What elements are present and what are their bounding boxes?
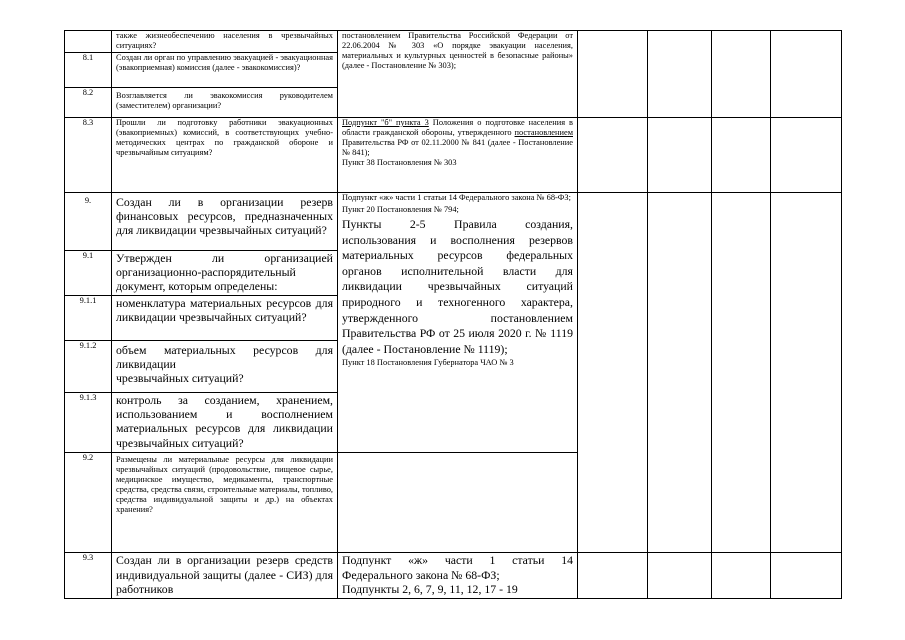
legal-basis-text: Пункты 2-5 Правила создания, использования и восполнения резервов материальных ресурсов федеральных органов исполнительной власти для ликвидации чрезвычайных ситуаций природного и техногенного характера, утвержденного постановлением Правительства РФ от 25 июля 2020 г. № 1119 (далее - Постановление № 1119); [342, 217, 573, 356]
legal-basis-text: Подпункт «ж» части 1 статьи 14 Федерального закона № 68-ФЗ; [342, 193, 571, 202]
table-row [65, 31, 842, 53]
answer-na-cell[interactable] [712, 118, 771, 193]
question-cell: Возглавляется ли эвакокомиссия руководителем (заместителем) организации? [112, 88, 338, 118]
legal-basis-fragment: Правительства РФ от 02.11.2000 № 841 (далее - Постановление № 841); [342, 138, 573, 157]
legal-basis-text: Пункт 38 Постановления № 303 [342, 158, 457, 167]
note-cell[interactable] [771, 193, 842, 553]
legal-link[interactable]: постановлением [514, 128, 573, 137]
question-cell: Утвержден ли организацией организационно-распорядительный документ, которым определены: [112, 251, 338, 296]
note-cell[interactable] [771, 553, 842, 599]
answer-yes-cell[interactable] [578, 553, 648, 599]
answer-na-cell[interactable] [712, 553, 771, 599]
requirements-table [64, 30, 842, 599]
question-text: объем материальных ресурсов для ликвидации [116, 343, 333, 372]
legal-link[interactable]: Подпункт "б" пункта 3 [342, 118, 429, 127]
question-cell: Создан ли в организации резерв средств индивидуальной защиты (далее - СИЗ) для работников [112, 553, 338, 599]
row-number: 9.3 [65, 553, 112, 599]
row-number: 9.1 [65, 251, 112, 296]
question-text: чрезвычайных ситуаций? [116, 371, 244, 386]
question-cell [112, 341, 338, 393]
legal-basis-text: Подпункты 2, 6, 7, 9, 11, 12, 17 - 19 [342, 582, 518, 597]
question-cell: также жизнеобеспечению населения в чрезвычайных ситуациях? [112, 31, 338, 53]
row-number: 8.3 [65, 118, 112, 193]
legal-basis-cell [338, 193, 578, 453]
row-number: 9.1.1 [65, 296, 112, 341]
legal-basis-fragment: Положения о подготовке населения в области гражданской обороны, утвержденного [342, 118, 573, 137]
answer-no-cell[interactable] [648, 193, 712, 553]
row-number [65, 31, 112, 53]
row-number: 9.2 [65, 453, 112, 553]
answer-no-cell[interactable] [648, 553, 712, 599]
note-cell[interactable] [771, 118, 842, 193]
legal-basis-cell [338, 118, 578, 193]
legal-basis-cell [338, 453, 578, 553]
legal-basis-cell [338, 553, 578, 599]
row-number: 9.1.3 [65, 393, 112, 453]
answer-no-cell[interactable] [648, 118, 712, 193]
legal-basis-text: Пункт 20 Постановления № 794; [342, 205, 459, 214]
legal-basis-text: Пункт 18 Постановления Губернатора ЧАО № 3 [342, 358, 514, 368]
answer-na-cell[interactable] [712, 31, 771, 118]
table-row [65, 118, 842, 193]
question-cell: Прошли ли подготовку работники эвакуационных (эвакоприемных) комиссий, в соответствующих учебно-методических центрах по гражданской обороне и чрезвычайным ситуациям? [112, 118, 338, 193]
row-number: 8.2 [65, 88, 112, 118]
legal-basis-text: Подпункт «ж» части 1 статьи 14 Федерального закона № 68-ФЗ; [342, 553, 573, 582]
table-row [65, 193, 842, 251]
legal-basis-text [342, 118, 573, 158]
legal-basis-cell [338, 31, 578, 118]
question-cell: Размещены ли материальные ресурсы для ликвидации чрезвычайных ситуаций (продовольствие, пищевое сырье, медицинское имущество, медикаменты, транспортные средства, средства связи, строительные материалы, топливо, средства индивидуальной защиты и др.) на объектах хранения? [112, 453, 338, 553]
table-row [65, 553, 842, 599]
answer-yes-cell[interactable] [578, 193, 648, 553]
answer-no-cell[interactable] [648, 31, 712, 118]
answer-yes-cell[interactable] [578, 31, 648, 118]
row-number: 8.1 [65, 53, 112, 88]
legal-basis-text: постановлением Правительства Российской Федерации от 22.06.2004 № 303 «О порядке эвакуации населения, материальных и культурных ценностей в безопасные районы» (далее - Постановление № 303); [342, 31, 573, 70]
row-number: 9.1.2 [65, 341, 112, 393]
answer-yes-cell[interactable] [578, 118, 648, 193]
row-number: 9. [65, 193, 112, 251]
question-cell: контроль за созданием, хранением, использованием и восполнением материальных ресурсов для ликвидации чрезвычайных ситуаций? [112, 393, 338, 453]
question-cell: Создан ли в организации резерв финансовых ресурсов, предназначенных для ликвидации чрезвычайных ситуаций? [112, 193, 338, 251]
note-cell[interactable] [771, 31, 842, 118]
question-cell: номенклатура материальных ресурсов для ликвидации чрезвычайных ситуаций? [112, 296, 338, 341]
question-cell: Создан ли орган по управлению эвакуацией - эвакуационная (эвакоприемная) комиссия (далее - эвакокомиссия)? [112, 53, 338, 88]
answer-na-cell[interactable] [712, 193, 771, 553]
